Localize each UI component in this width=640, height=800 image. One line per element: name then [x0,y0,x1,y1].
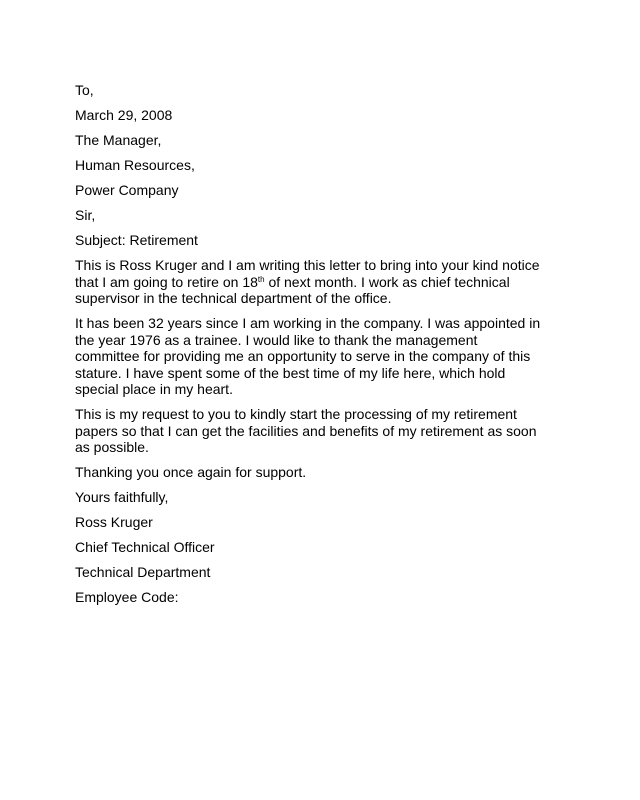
recipient-company: Power Company [75,182,179,198]
paragraph-line: as possible. [75,439,149,455]
recipient-title: The Manager, [75,132,162,148]
sender-department: Technical Department [75,564,211,580]
paragraph-line [75,274,575,291]
paragraph-text: that I am going to retire on 18 [75,273,258,290]
paragraph-text: of next month. I work as chief technical [264,273,510,290]
sender-title: Chief Technical Officer [75,539,215,555]
paragraph-line: special place in my heart. [75,381,233,397]
paragraph-introduction [75,257,575,307]
paragraph-line: committee for providing me an opportunity to serve in the company of this [75,348,531,364]
paragraph-line: supervisor in the technical department of the office. [75,290,392,306]
thanks-line: Thanking you once again for support. [75,464,307,480]
paragraph-request [75,406,575,456]
to-line: To, [75,82,94,98]
ordinal-superscript: th [257,274,265,284]
paragraph-line: the year 1976 as a trainee. I would like to thank the management [75,331,478,348]
paragraph-line: papers so that I can get the facilities and benefits of my retirement as soon [75,422,537,439]
letter-body [75,82,575,614]
paragraph-line: This is my request to you to kindly start the processing of my retirement [75,406,517,422]
salutation: Sir, [75,207,96,223]
recipient-department: Human Resources, [75,157,195,173]
paragraph-line: It has been 32 years since I am working in the company. I was appointed in [75,315,541,331]
paragraph-line: stature. I have spent some of the best time of my life here, which hold [75,364,506,381]
sender-name: Ross Kruger [75,514,153,530]
paragraph-service-history [75,315,575,398]
subject-line: Subject: Retirement [75,232,198,248]
closing-line: Yours faithfully, [75,489,169,505]
letter-date: March 29, 2008 [75,107,173,123]
paragraph-line: This is Ross Kruger and I am writing this letter to bring into your kind notice [75,257,540,273]
employee-code-label: Employee Code: [75,589,179,605]
